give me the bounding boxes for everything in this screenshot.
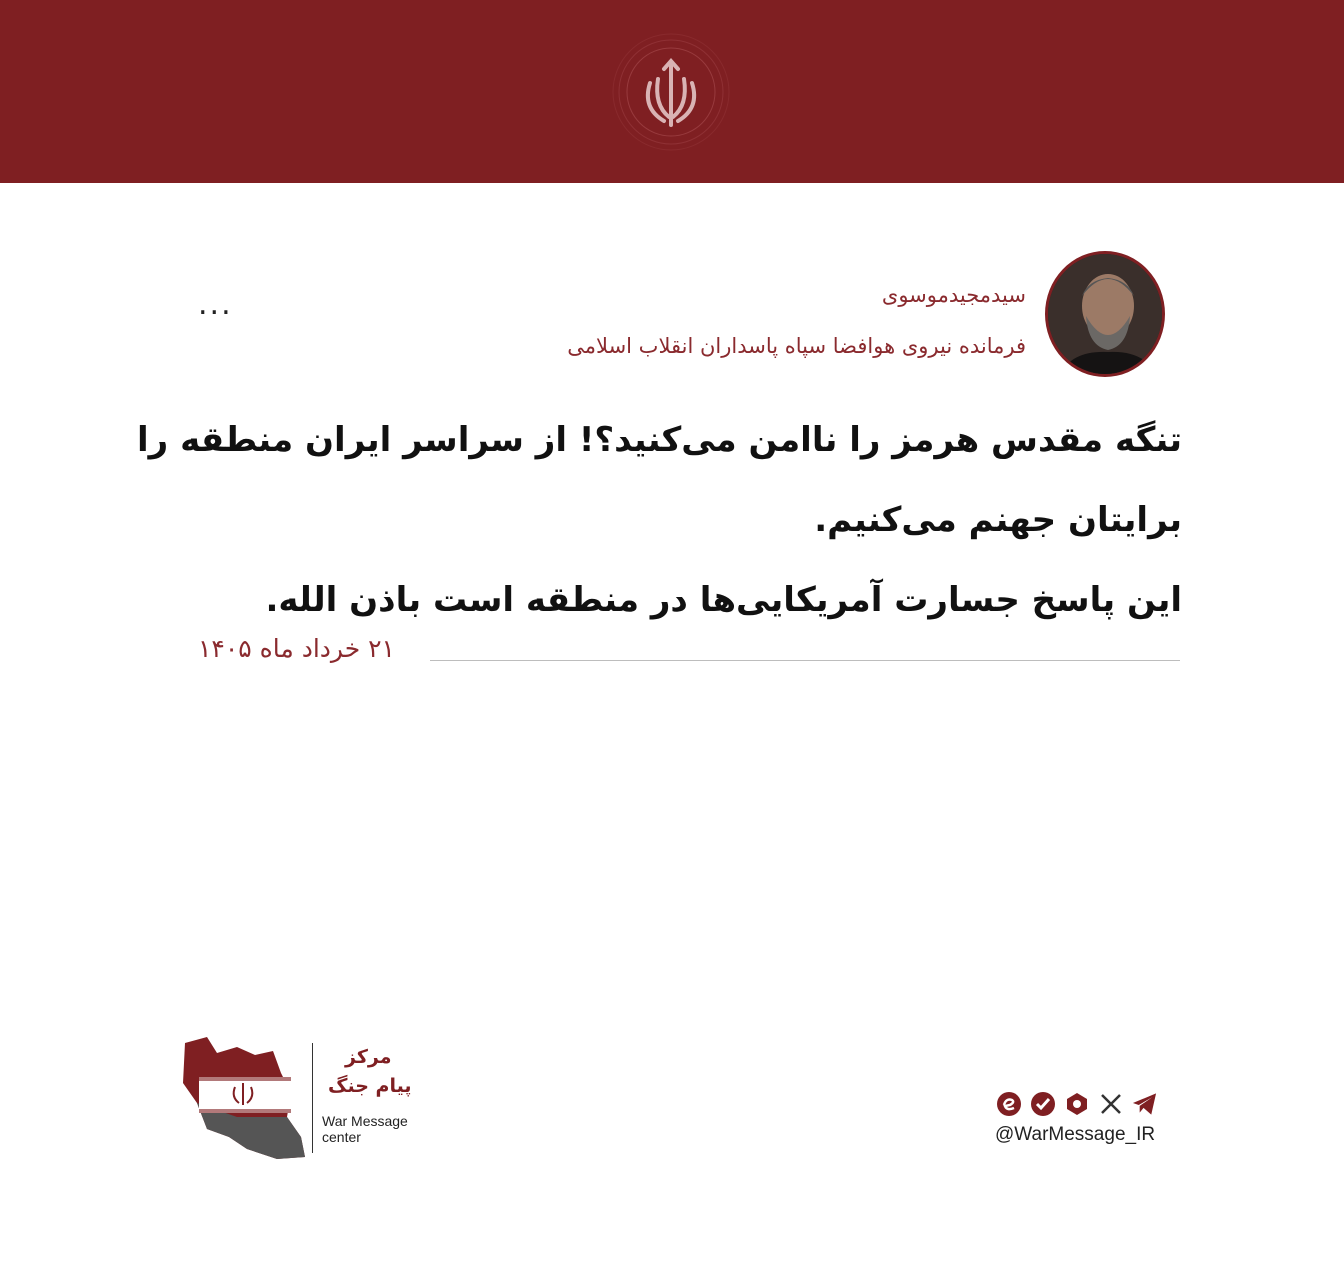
- logo-text-fa: مرکز: [345, 1046, 392, 1068]
- logo-text-fa: پیام جنگ: [328, 1075, 412, 1097]
- tweet-date: ۲۱ خرداد ماه ۱۴۰۵: [198, 634, 395, 663]
- logo-text-en: center: [322, 1129, 361, 1145]
- bale-icon[interactable]: [1029, 1091, 1056, 1118]
- tweet-line: این پاسخ جسارت آمریکایی‌ها در منطقه است باذن الله.: [265, 580, 1182, 620]
- x-icon[interactable]: [1097, 1091, 1124, 1118]
- header-banner: [0, 0, 1344, 183]
- logo-divider: [312, 1043, 313, 1153]
- tweet-body: [137, 400, 1182, 640]
- tweet-line: تنگه مقدس هرمز را ناامن می‌کنید؟! از سراسر ایران منطقه را: [137, 420, 1182, 460]
- more-options-button[interactable]: ...: [198, 287, 233, 322]
- eitaa-icon[interactable]: [995, 1091, 1022, 1118]
- social-icons: [995, 1088, 1165, 1120]
- telegram-icon[interactable]: [1131, 1091, 1158, 1118]
- avatar-photo: [1048, 254, 1165, 377]
- logo-text-en: War Message: [322, 1113, 408, 1129]
- avatar[interactable]: [1045, 251, 1165, 377]
- tweet-line: برایتان جهنم می‌کنیم.: [814, 500, 1182, 540]
- social-handle[interactable]: @WarMessage_IR: [995, 1124, 1156, 1145]
- author-title: فرمانده نیروی هوافضا سپاه پاسداران انقلاب اسلامی: [567, 334, 1026, 358]
- iran-emblem-icon: [612, 33, 730, 151]
- rubika-icon[interactable]: [1063, 1091, 1090, 1118]
- author-name[interactable]: سیدمجیدموسوی: [881, 283, 1026, 307]
- iran-map-flag-icon: [177, 1033, 307, 1163]
- divider: [430, 660, 1180, 661]
